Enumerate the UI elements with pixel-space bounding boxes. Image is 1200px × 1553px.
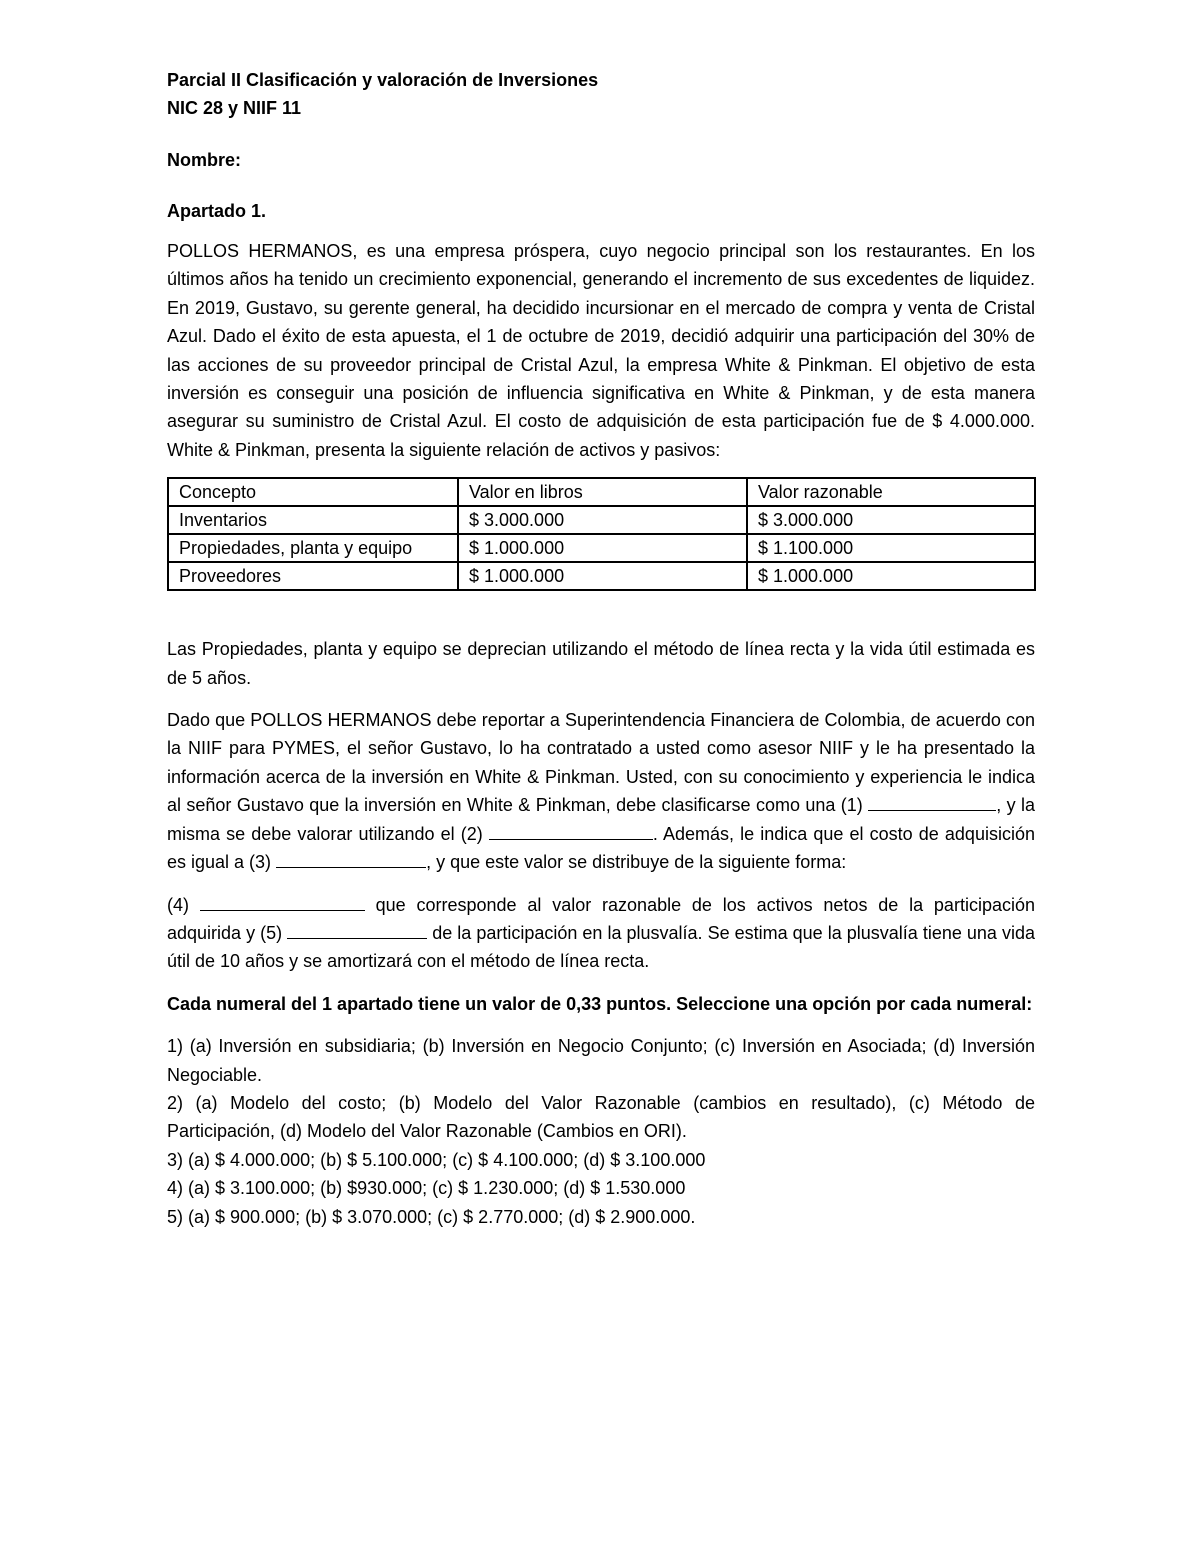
table-cell: Propiedades, planta y equipo bbox=[168, 534, 458, 562]
context-text-4: , y que este valor se distribuye de la siguiente forma: bbox=[426, 852, 847, 873]
instruction-text: Cada numeral del 1 apartado tiene un valor de 0,33 puntos. Seleccione una opción por cada numeral: bbox=[167, 993, 1033, 1014]
option-item-1: 1) (a) Inversión en subsidiaria; (b) Inversión en Negocio Conjunto; (c) Inversión en Asociada; (d) Inversión Negociable. bbox=[167, 1036, 1035, 1085]
option-item-5: 5) (a) $ 900.000; (b) $ 3.070.000; (c) $ 2.770.000; (d) $ 2.900.000. bbox=[167, 1206, 696, 1227]
answer-blank-4[interactable] bbox=[200, 892, 365, 911]
table-cell: $ 1.000.000 bbox=[458, 534, 747, 562]
table-row bbox=[168, 534, 1035, 562]
table-cell: $ 3.000.000 bbox=[458, 506, 747, 534]
answer-blank-2[interactable] bbox=[489, 821, 653, 840]
option-item-3: 3) (a) $ 4.000.000; (b) $ 5.100.000; (c) $ 4.100.000; (d) $ 3.100.000 bbox=[167, 1149, 706, 1170]
table-cell: Proveedores bbox=[168, 562, 458, 590]
intro-paragraph: POLLOS HERMANOS, es una empresa próspera, cuyo negocio principal son los restaurantes. En los últimos años ha tenido un crecimiento exponencial, generando el incremento de sus excedentes de liquidez. En 2019, Gustavo, su gerente general, ha decidido incursionar en el mercado de compra y venta de Cristal Azul. Dado el éxito de esta apuesta, el 1 de octubre de 2019, decidió adquirir una participación del 30% de las acciones de su proveedor principal de Cristal Azul, la empresa White & Pinkman. El objetivo de esta inversión es conseguir una posición de influencia significativa en White & Pinkman, y de esta manera asegurar su suministro de Cristal Azul. El costo de adquisición de esta participación fue de $ 4.000.000. White & Pinkman, presenta la siguiente relación de activos y pasivos: bbox=[167, 241, 1035, 460]
depreciation-paragraph: Las Propiedades, planta y equipo se deprecian utilizando el método de línea recta y la vida útil estimada es de 5 años. bbox=[167, 639, 1035, 688]
context-text-1: Dado que POLLOS HERMANOS debe reportar a Superintendencia Financiera de Colombia, de acuerdo con la NIIF para PYMES, el señor Gustavo, lo ha contratado a usted como asesor NIIF y le ha presentado la información acerca de la inversión en White & Pinkman. Usted, con su conocimiento y experiencia le indica al señor Gustavo que la inversión en White & Pinkman, debe clasificarse como una (1) bbox=[167, 710, 1035, 816]
assets-table bbox=[167, 477, 1036, 591]
table-cell: $ 1.000.000 bbox=[458, 562, 747, 590]
table-row bbox=[168, 506, 1035, 534]
options-list bbox=[167, 1032, 1035, 1231]
document-content bbox=[167, 66, 1035, 1231]
answer-blank-1[interactable] bbox=[868, 792, 996, 811]
table-cell: $ 3.000.000 bbox=[747, 506, 1035, 534]
document-title: Parcial II Clasificación y valoración de Inversiones bbox=[167, 70, 599, 90]
table-header-row bbox=[168, 478, 1035, 506]
table-header-cell: Valor razonable bbox=[747, 478, 1035, 506]
distribution-text-2: que corresponde al valor razonable de los activos netos de la participación adquirida y (5) bbox=[167, 894, 1035, 943]
table-header-cell: Valor en libros bbox=[458, 478, 747, 506]
nombre-label: Nombre: bbox=[167, 150, 242, 170]
context-text-2: , y la misma se debe valorar utilizando el (2) bbox=[167, 795, 1035, 844]
section-title: Apartado 1. bbox=[167, 201, 267, 221]
table-cell: $ 1.100.000 bbox=[747, 534, 1035, 562]
distribution-paragraph bbox=[167, 891, 1035, 976]
distribution-text-1: (4) bbox=[167, 894, 189, 915]
option-item-2: 2) (a) Modelo del costo; (b) Modelo del Valor Razonable (cambios en resultado), (c) Método de Participación, (d) Modelo del Valor Razonable (Cambios en ORI). bbox=[167, 1092, 1035, 1142]
answer-blank-3[interactable] bbox=[276, 849, 426, 868]
context-text-3: . Además, le indica que el costo de adquisición es igual a (3) bbox=[167, 823, 1035, 873]
answer-blank-5[interactable] bbox=[287, 920, 427, 939]
context-paragraph bbox=[167, 706, 1035, 876]
distribution-text-3: de la participación en la plusvalía. Se estima que la plusvalía tiene una vida útil de 10 años y se amortizará con el método de línea recta. bbox=[167, 922, 1035, 972]
table-row bbox=[168, 562, 1035, 590]
table-cell: $ 1.000.000 bbox=[747, 562, 1035, 590]
table-header-cell: Concepto bbox=[168, 478, 458, 506]
option-item-4: 4) (a) $ 3.100.000; (b) $930.000; (c) $ 1.230.000; (d) $ 1.530.000 bbox=[167, 1178, 686, 1199]
document-subtitle: NIC 28 y NIIF 11 bbox=[167, 98, 302, 118]
table-cell: Inventarios bbox=[168, 506, 458, 534]
